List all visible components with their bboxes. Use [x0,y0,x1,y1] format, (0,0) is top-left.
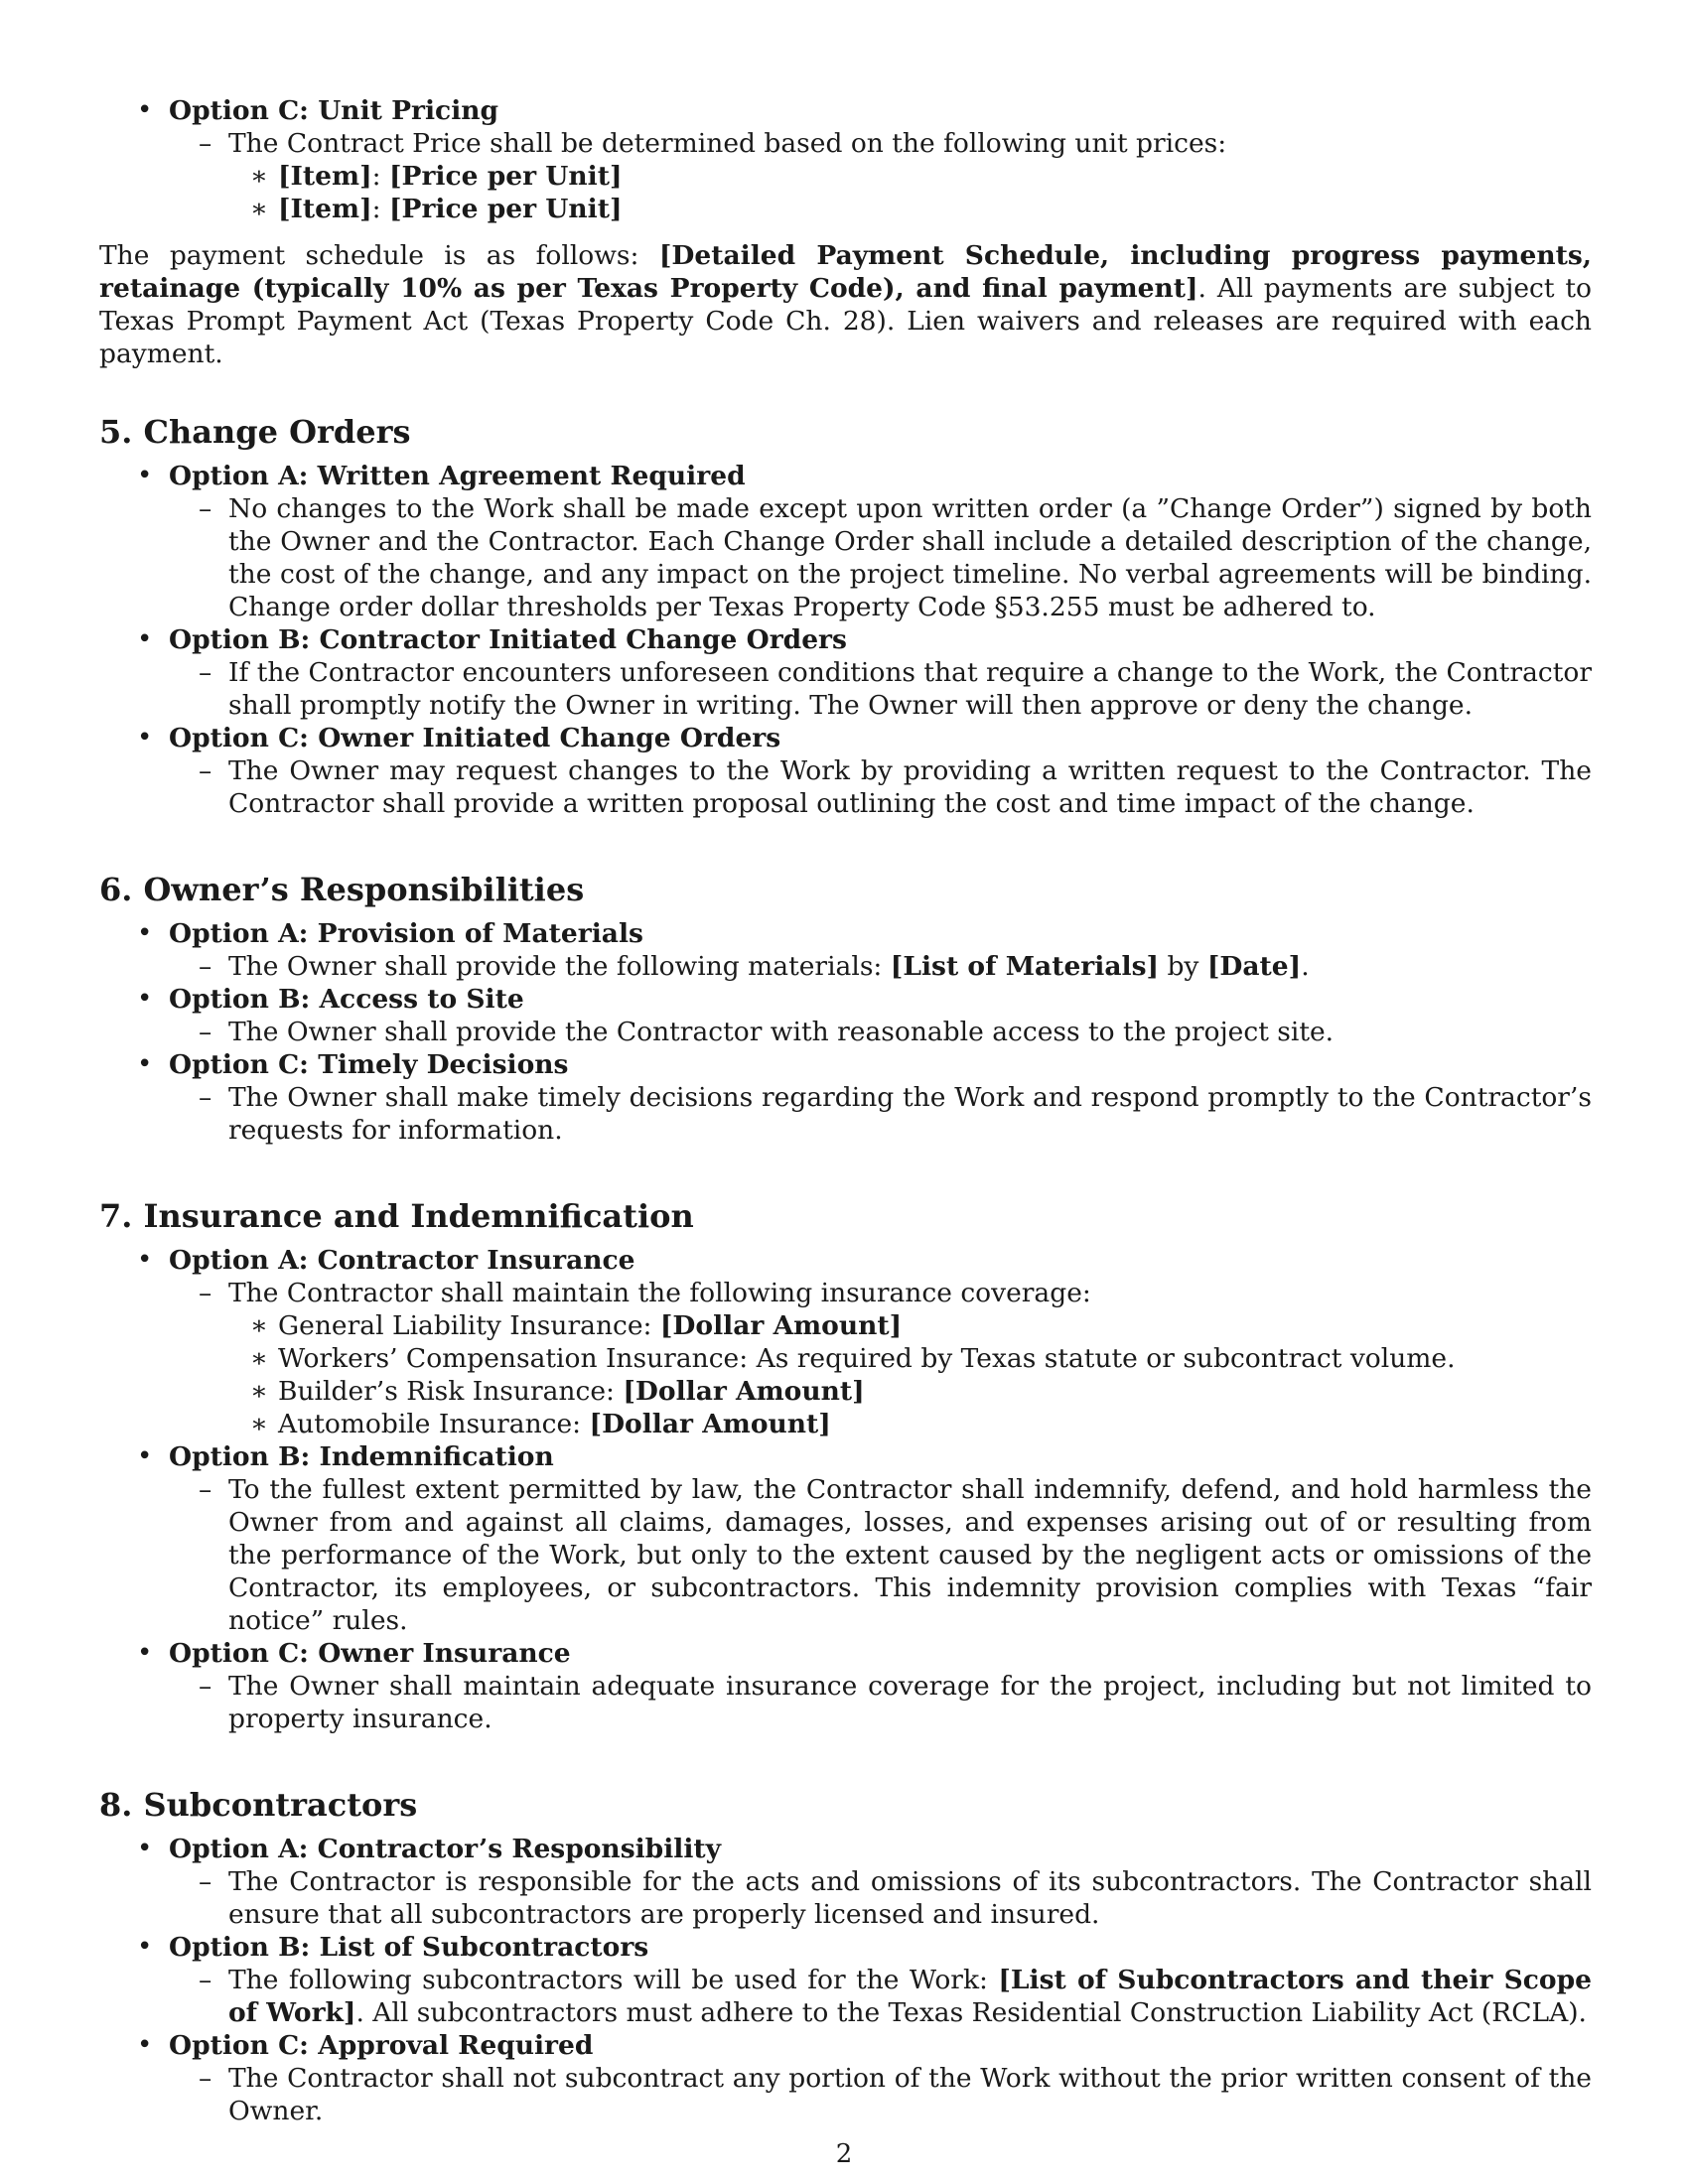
option-title: Option B: Indemnification [169,1441,554,1472]
option-text: The Contract Price shall be determined based on the following unit prices: [228,128,1227,159]
section-insurance-indemnification [99,1196,1592,1735]
section-owner-responsibilities [99,870,1592,1147]
section-change-orders [99,412,1592,820]
unit-price-list [228,160,1592,225]
option-text: – The Contractor shall not subcontract any portion of the Work without the prior written consent of the Owner. [169,2062,1592,2127]
option-text: – The following subcontractors will be used for the Work: [List of Subcontractors and their Scope of Work]. All subcontractors must adhere to the Texas Residential Construction Liability Act (RCLA). [169,1964,1592,2029]
option-title: Option C: Unit Pricing [169,95,499,126]
option-title: Option A: Written Agreement Required [169,461,746,491]
document-page [99,94,1592,2127]
option-title: Option B: Contractor Initiated Change Orders [169,624,847,655]
section-subcontractors [99,1785,1592,2127]
list-item [99,1244,1592,1440]
list-item [99,2029,1592,2127]
coverage-item: ∗ General Liability Insurance: [Dollar Amount] [228,1309,1592,1342]
section-heading: 7. Insurance and Indemnification [99,1197,694,1235]
option-title: Option A: Contractor’s Responsibility [169,1834,722,1864]
coverage-item: ∗ Workers’ Compensation Insurance: As required by Texas statute or subcontract volume. [228,1342,1592,1375]
list-item [99,983,1592,1048]
section-heading: 8. Subcontractors [99,1786,418,1824]
list-item [99,623,1592,722]
option-title: Option C: Owner Insurance [169,1638,571,1669]
option-text: – The Owner shall provide the Contractor with reasonable access to the project site. [169,1016,1592,1048]
option-text: – To the fullest extent permitted by law, the Contractor shall indemnify, defend, and hold harmless the Owner from and against all claims, damages, losses, and expenses arising out of or resulting from the performance of the Work, but only to the extent caused by the negligent acts or omissions of the Contractor, its employees, or subcontractors. This indemnity provision complies with Texas “fair notice” rules. [169,1473,1592,1637]
option-text: – The Owner shall provide the following materials: [List of Materials] by [Date]. [169,950,1592,983]
coverage-item: ∗ Automobile Insurance: [Dollar Amount] [228,1408,1592,1440]
section-heading: 5. Change Orders [99,413,411,451]
list-item [99,460,1592,623]
option-text: – The Contractor shall maintain the following insurance coverage: ∗ General Liability Insurance: [Dollar Amount] ∗ Workers’ Compensation Insurance: As required by Texas statute or subcontract volume. ∗ Builder’s Risk Insurance: [Dollar Amount] ∗ Automobile Insurance: [Dollar Amount] [169,1277,1592,1440]
list-item [99,722,1592,820]
coverage-item: ∗ Builder’s Risk Insurance: [Dollar Amount] [228,1375,1592,1408]
page-number: 2 [835,2139,853,2169]
list-item [99,917,1592,983]
option-title: Option C: Approval Required [169,2030,594,2061]
option-text: – The Contractor is responsible for the acts and omissions of its subcontractors. The Contractor shall ensure that all subcontractors are properly licensed and insured. [169,1865,1592,1931]
unit-pricing-list [99,94,1592,225]
option-title: Option B: Access to Site [169,984,524,1015]
option-title: Option C: Owner Initiated Change Orders [169,723,781,753]
option-title: Option A: Contractor Insurance [169,1245,635,1276]
option-text: – The Owner may request changes to the Work by providing a written request to the Contractor. The Contractor shall provide a written proposal outlining the cost and time impact of the change. [169,754,1592,820]
option-text: – The Owner shall make timely decisions regarding the Work and respond promptly to the Contractor’s requests for information. [169,1081,1592,1147]
section-heading: 6. Owner’s Responsibilities [99,871,585,908]
coverage-list [228,1309,1592,1440]
option-text: – No changes to the Work shall be made except upon written order (a ”Change Order”) signed by both the Owner and the Contractor. Each Change Order shall include a detailed description of the change, the cost of the change, and any impact on the project timeline. No verbal agreements will be binding. Change order dollar thresholds per Texas Property Code §53.255 must be adhered to. [169,492,1592,623]
option-text: – The Owner shall maintain adequate insurance coverage for the project, including but not limited to property insurance. [169,1670,1592,1735]
list-item [99,1048,1592,1147]
list-item [169,127,1592,225]
list-item [99,1833,1592,1931]
option-title: Option A: Provision of Materials [169,918,643,949]
payment-schedule-paragraph: The payment schedule is as follows: [Detailed Payment Schedule, including progress payments, retainage (typically 10% as per Texas Property Code), and final payment]. All payments are subject to Texas Prompt Payment Act (Texas Property Code Ch. 28). Lien waivers and releases are required with each payment. [99,240,1592,369]
option-text: – If the Contractor encounters unforeseen conditions that require a change to the Work, the Contractor shall promptly notify the Owner in writing. The Owner will then approve or deny the change. [169,656,1592,722]
list-item [99,94,1592,225]
option-title: Option B: List of Subcontractors [169,1932,649,1963]
list-item [99,1440,1592,1637]
unit-price-item: ∗ [Item]: [Price per Unit] [228,160,1592,193]
list-item [99,1931,1592,2029]
option-title: Option C: Timely Decisions [169,1049,569,1080]
list-item [99,1637,1592,1735]
unit-price-item: ∗ [Item]: [Price per Unit] [228,193,1592,225]
